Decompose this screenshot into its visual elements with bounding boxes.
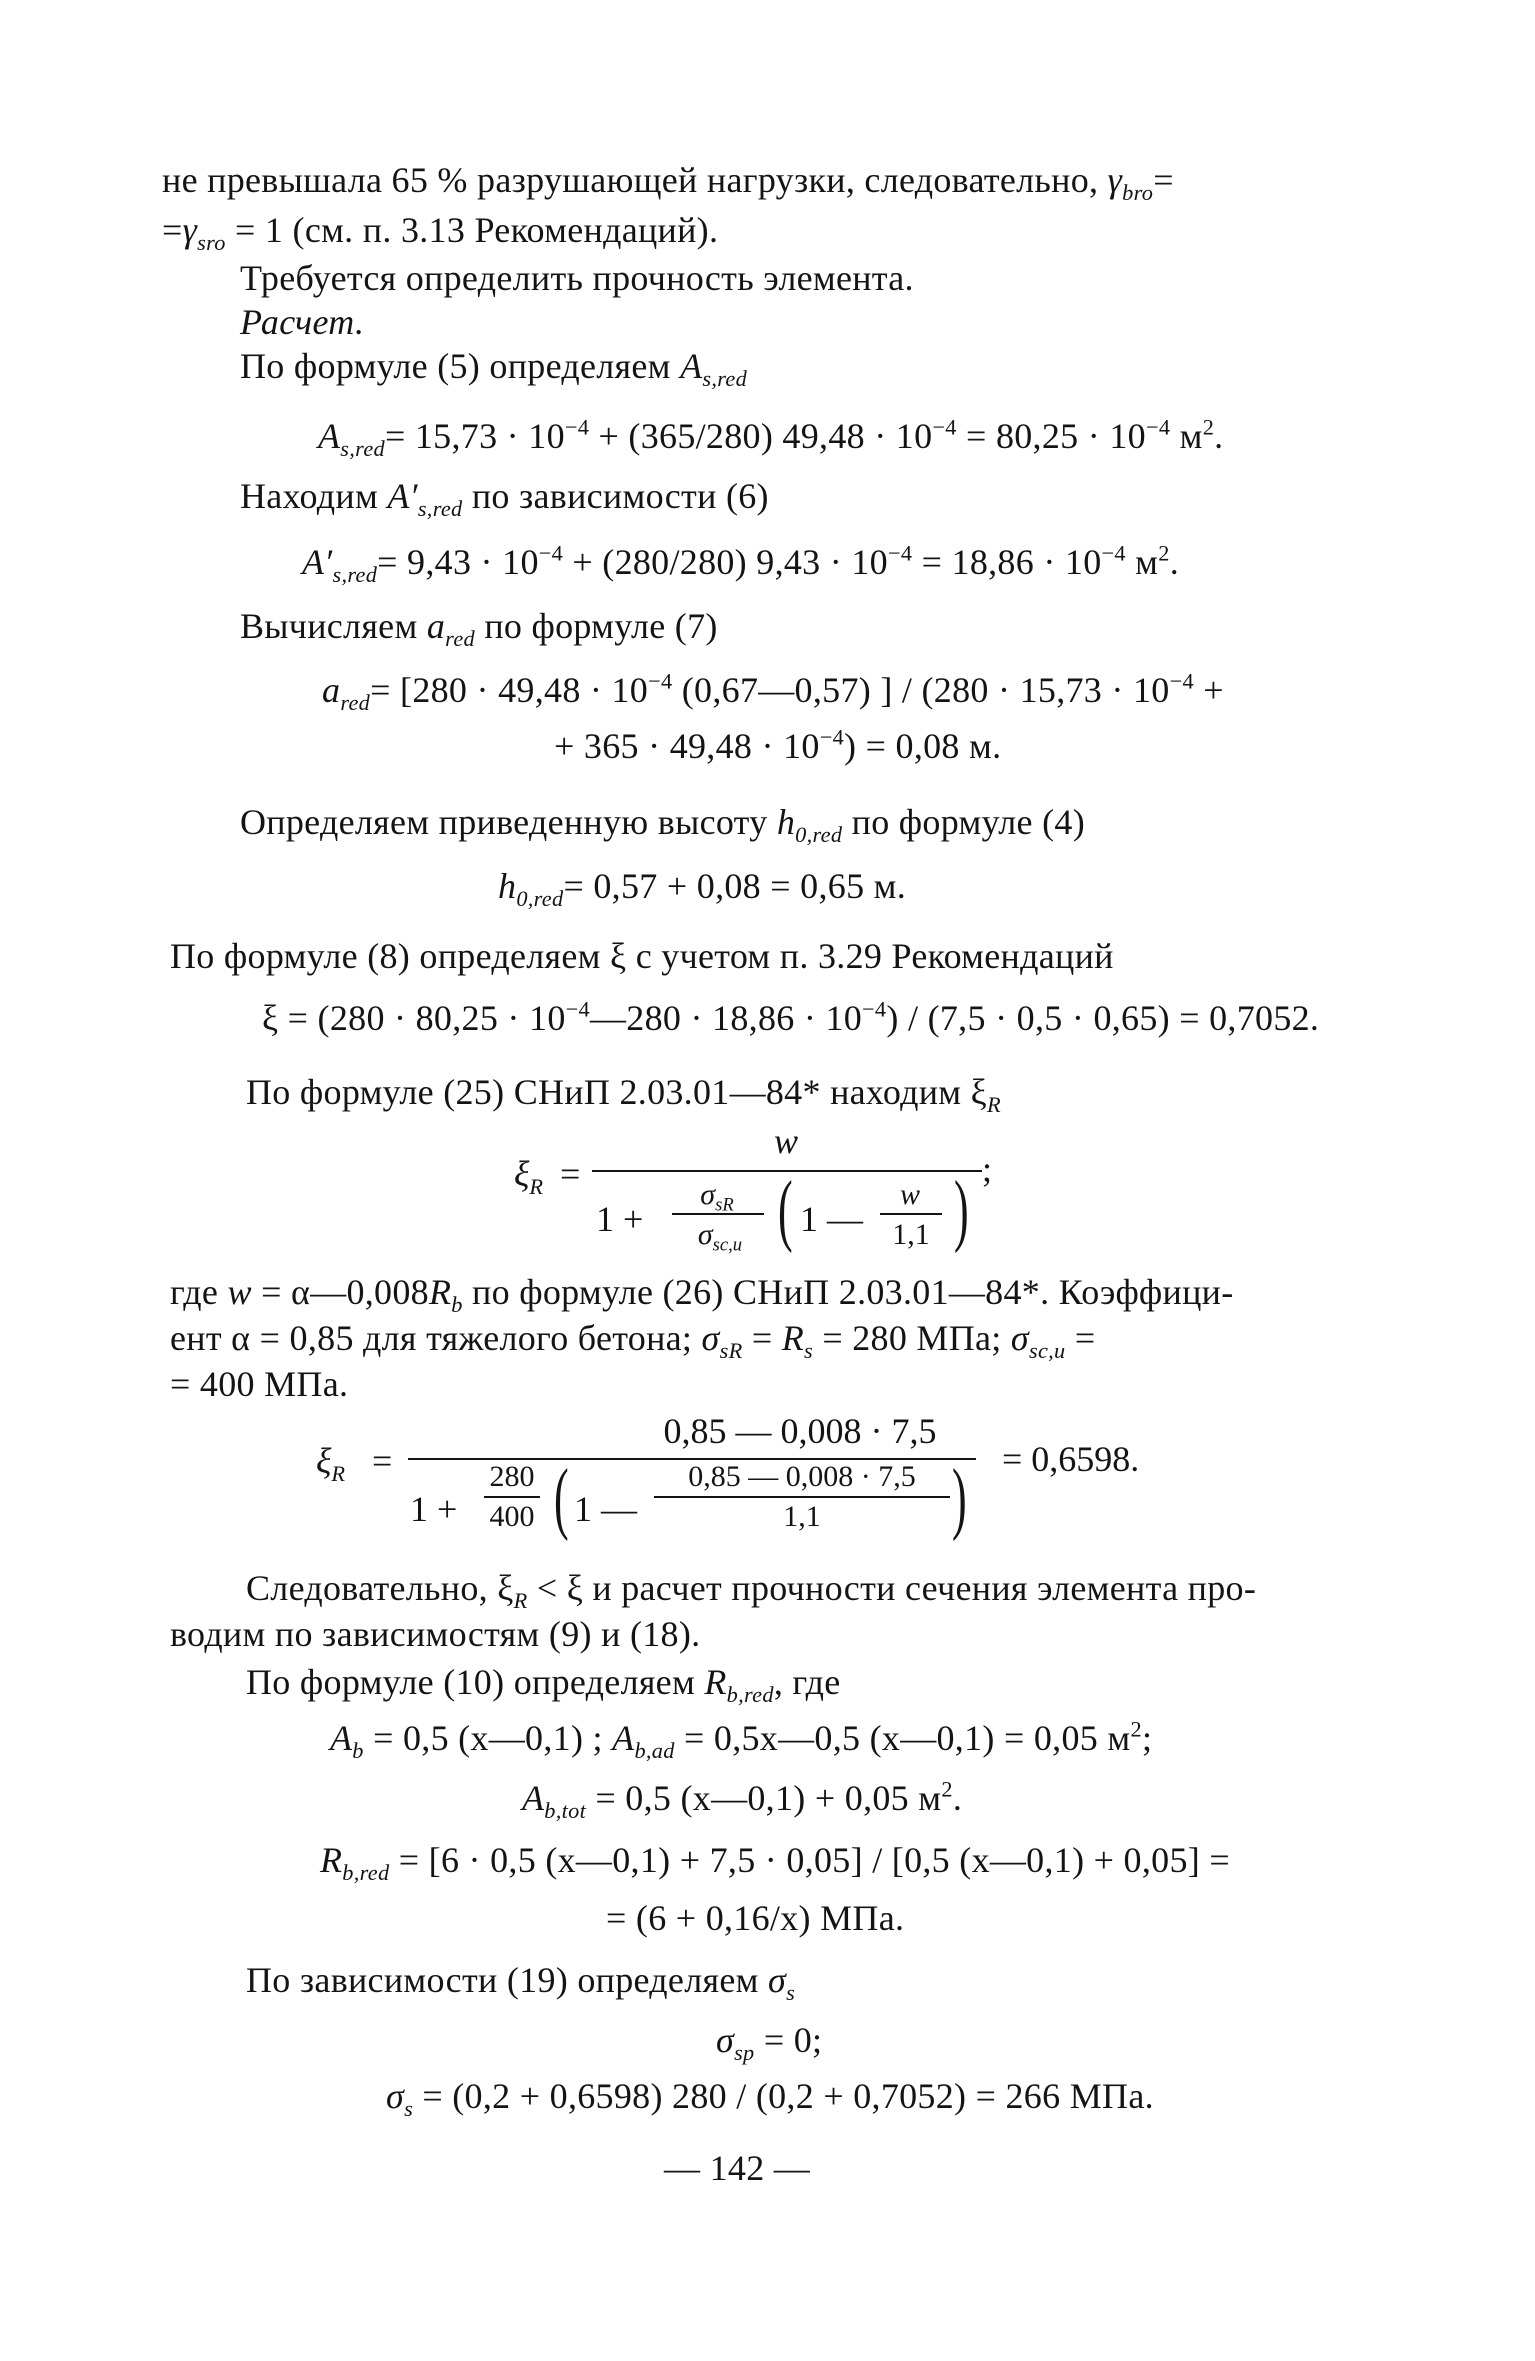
text: по зависимости (6) (471, 476, 769, 516)
text-line (170, 1270, 1234, 1317)
subscript: sR (715, 1194, 734, 1216)
superscript: −4 (538, 540, 564, 566)
math-var: σ (768, 1960, 787, 2000)
subscript: s (404, 2095, 414, 2121)
fraction-numerator: 0,85 — 0,008 · 7,5 (688, 1460, 916, 1493)
math-var: A (522, 1778, 545, 1818)
text-line (246, 1660, 841, 1707)
text: + 365 · 49,48 · 10 (554, 726, 820, 766)
superscript: −4 (1101, 540, 1126, 566)
text: = 280 МПа; (813, 1318, 1002, 1358)
math-var: γ (1107, 160, 1123, 200)
math-var: σ (386, 2076, 405, 2116)
text: = (162, 210, 183, 250)
math-var: h (776, 802, 796, 842)
subscript: s (804, 1337, 814, 1363)
fraction-bar (654, 1496, 950, 1498)
formula-line (498, 864, 907, 911)
page-number: — 142 — (664, 2148, 811, 2188)
fraction-denominator (672, 1218, 768, 1256)
subscript: red (445, 625, 475, 651)
math-punct: ; (982, 1149, 993, 1189)
text: —280 · 18,86 · 10 (589, 998, 863, 1038)
subscript: sp (734, 2039, 755, 2065)
text: = 0,5x—0,5 (x—0,1) = 0,05 м (674, 1718, 1131, 1758)
subscript: 0,red (795, 821, 843, 847)
text: = 18,86 · 10 (912, 542, 1102, 582)
math-var: w (899, 1178, 920, 1211)
subscript: s,red (340, 435, 385, 461)
math-term: 1 — (574, 1489, 637, 1529)
math-var: R (428, 1272, 452, 1312)
paren-open: ( (553, 1454, 569, 1542)
subscript: red (340, 689, 371, 715)
text-line (240, 800, 1086, 847)
subscript: b (451, 1291, 463, 1317)
text: По формуле (10) определяем (246, 1662, 696, 1702)
superscript: −4 (648, 668, 673, 694)
text-line: водим по зависимостям (9) и (18). (170, 1614, 701, 1654)
formula-line (386, 2074, 1154, 2121)
text-line: = 400 МПа. (170, 1364, 349, 1404)
text: = (742, 1318, 782, 1358)
subscript: b,red (726, 1681, 774, 1707)
formula-line (716, 2018, 823, 2065)
subscript: b,ad (634, 1737, 675, 1763)
math-var: R (704, 1662, 727, 1702)
text-line (170, 1316, 1096, 1363)
subscript: R (513, 1587, 528, 1613)
subscript: sR (719, 1337, 743, 1363)
fraction-numerator: 280 (489, 1460, 535, 1493)
formula-line (330, 1716, 1153, 1763)
section-heading: Расчет. (240, 302, 365, 342)
formula-line (522, 1776, 963, 1823)
math-var: A (330, 1718, 353, 1758)
math-term: 1 + (410, 1489, 458, 1529)
text: ; (1141, 1718, 1153, 1758)
text: = 0,5 (x—0,1) ; (363, 1718, 613, 1758)
math-var: ξ (514, 1154, 530, 1194)
text: ξ = (280 · 80,25 · 10 (262, 998, 566, 1038)
superscript: −4 (819, 724, 845, 750)
text: . (952, 1778, 963, 1818)
text: + (365/280) 49,48 · 10 (589, 416, 933, 456)
text-line (240, 604, 718, 651)
subscript: sc,u (712, 1234, 743, 1256)
text: = [280 · 49,48 · 10 (370, 670, 649, 710)
subscript: s,red (417, 495, 463, 521)
formula-line (320, 1838, 1230, 1885)
paren-open: ( (777, 1166, 793, 1254)
formula-line (302, 540, 1180, 587)
text-line (162, 158, 1174, 205)
math-term: 1 — (800, 1199, 863, 1239)
formula-line: = (6 + 0,16/x) МПа. (606, 1898, 905, 1938)
text-line (246, 1958, 796, 2005)
text: = 0,57 + 0,08 = 0,65 м. (563, 866, 907, 906)
text-line (162, 208, 719, 255)
text: ент α = 0,85 для тяжелого бетона; (170, 1318, 693, 1358)
subscript: R (987, 1091, 1001, 1117)
text: не превышала 65 % разрушающей нагрузки, следовательно, (162, 160, 1099, 200)
math-var: a (322, 670, 341, 710)
fraction-bar (484, 1496, 540, 1498)
text: Следовательно, ξ (246, 1568, 514, 1608)
text: по формуле (7) (484, 606, 718, 646)
subscript: s,red (332, 561, 378, 587)
math-var: A (680, 346, 703, 386)
math-var: A′ (302, 542, 333, 582)
fraction-numerator: 0,85 — 0,008 · 7,5 (663, 1411, 937, 1451)
text: ) / (7,5 · 0,5 · 0,65) = 0,7052. (886, 998, 1320, 1038)
math-result: = 0,6598. (1002, 1439, 1140, 1479)
fraction-denominator: 400 (489, 1500, 535, 1533)
text: = 15,73 · 10 (384, 416, 565, 456)
math-var: A′ (387, 476, 418, 516)
subscript: s,red (702, 365, 748, 391)
subscript: R (529, 1173, 544, 1199)
math-var: γ (182, 210, 198, 250)
text: По зависимости (19) определяем (246, 1960, 759, 2000)
math-var: σ (700, 1178, 716, 1211)
text: = 1 (см. п. 3.13 Рекомендаций). (235, 210, 719, 250)
formula-line (554, 724, 1001, 768)
text: = [6 · 0,5 (x—0,1) + 7,5 · 0,05] / [0,5 (x—0,1) + 0,05] = (389, 1840, 1230, 1880)
formula-line (262, 996, 1319, 1040)
superscript: −4 (862, 996, 887, 1022)
text: = 9,43 · 10 (377, 542, 539, 582)
text: Вычисляем (240, 606, 418, 646)
text: = 0,5 (x—0,1) + 0,05 м (586, 1778, 942, 1818)
subscript: 0,red (516, 885, 564, 911)
text: м (1125, 542, 1159, 582)
text: = (1153, 160, 1174, 200)
superscript: 2 (1202, 414, 1215, 440)
math-term: 1 + (596, 1199, 644, 1239)
text-line (246, 1070, 1001, 1117)
text: + (1193, 670, 1224, 710)
math-var: h (498, 866, 517, 906)
superscript: 2 (941, 1776, 953, 1802)
text: По формуле (25) СНиП 2.03.01—84* находим ξ (246, 1072, 988, 1112)
text: , где (773, 1662, 841, 1702)
math-var: R (320, 1840, 343, 1880)
subscript: sc,u (1028, 1337, 1066, 1363)
subscript: b (352, 1737, 364, 1763)
text: . (1214, 416, 1224, 456)
text: = α—0,008 (251, 1272, 429, 1312)
superscript: 2 (1130, 1716, 1142, 1742)
text: по формуле (26) СНиП 2.03.01—84*. Коэффици- (462, 1272, 1234, 1312)
formula-line (322, 668, 1224, 715)
subscript: bro (1122, 179, 1154, 205)
superscript: −4 (932, 414, 957, 440)
text: где (170, 1272, 219, 1312)
math-eq: = (560, 1154, 581, 1194)
superscript: −4 (565, 996, 590, 1022)
math-var: w (773, 1121, 798, 1161)
text: = (1065, 1318, 1096, 1358)
text: Определяем приведенную высоту (240, 802, 768, 842)
math-var: σ (1010, 1318, 1029, 1358)
math-var: σ (697, 1218, 713, 1251)
superscript: −4 (564, 414, 590, 440)
superscript: −4 (1145, 414, 1171, 440)
text: (0,67—0,57) ] / (280 · 15,73 · 10 (672, 670, 1170, 710)
superscript: 2 (1158, 540, 1170, 566)
math-number: 1,1 (892, 1218, 930, 1251)
text: м (1170, 416, 1203, 456)
math-var: ξ (316, 1441, 332, 1481)
math-var: A (612, 1718, 635, 1758)
math-eq: = (372, 1441, 393, 1481)
text: Находим (240, 476, 379, 516)
math-var: w (227, 1272, 252, 1312)
superscript: −4 (887, 540, 913, 566)
paren-close: ) (951, 1454, 967, 1542)
text: < ξ и расчет прочности сечения элемента про- (527, 1568, 1257, 1608)
superscript: −4 (1169, 668, 1194, 694)
math-var: R (781, 1318, 805, 1358)
paren-close: ) (953, 1166, 969, 1254)
subscript: b,red (342, 1859, 390, 1885)
math-var: A (318, 416, 341, 456)
subscript: sro (197, 229, 226, 255)
math-lhs (514, 1153, 544, 1199)
text-line (246, 1566, 1257, 1613)
text-line (240, 474, 769, 521)
fraction-bar (880, 1213, 942, 1215)
text: по формуле (4) (851, 802, 1086, 842)
subscript: s (786, 1979, 796, 2005)
subscript: R (331, 1460, 346, 1486)
text-line: По формуле (8) определяем ξ с учетом п. 3.29 Рекомендаций (170, 936, 1114, 976)
text: = 80,25 · 10 (956, 416, 1146, 456)
text-line: Требуется определить прочность элемента. (240, 258, 914, 298)
math-var: σ (701, 1318, 720, 1358)
text: + (280/280) 9,43 · 10 (563, 542, 888, 582)
math-var: σ (716, 2020, 735, 2060)
text: ) = 0,08 м. (844, 726, 1002, 766)
fraction-denominator: 1,1 (783, 1500, 821, 1533)
text: . (1169, 542, 1180, 582)
fraction-bar (672, 1213, 764, 1215)
text: = (0,2 + 0,6598) 280 / (0,2 + 0,7052) = 266 МПа. (413, 2076, 1154, 2116)
formula-line (318, 414, 1224, 461)
fraction-numerator (672, 1178, 762, 1216)
text: = 0; (754, 2020, 823, 2060)
text-line (240, 344, 748, 391)
subscript: b,tot (544, 1797, 587, 1823)
text: По формуле (5) определяем (240, 346, 671, 386)
math-lhs (316, 1440, 346, 1486)
math-var: a (426, 606, 446, 646)
